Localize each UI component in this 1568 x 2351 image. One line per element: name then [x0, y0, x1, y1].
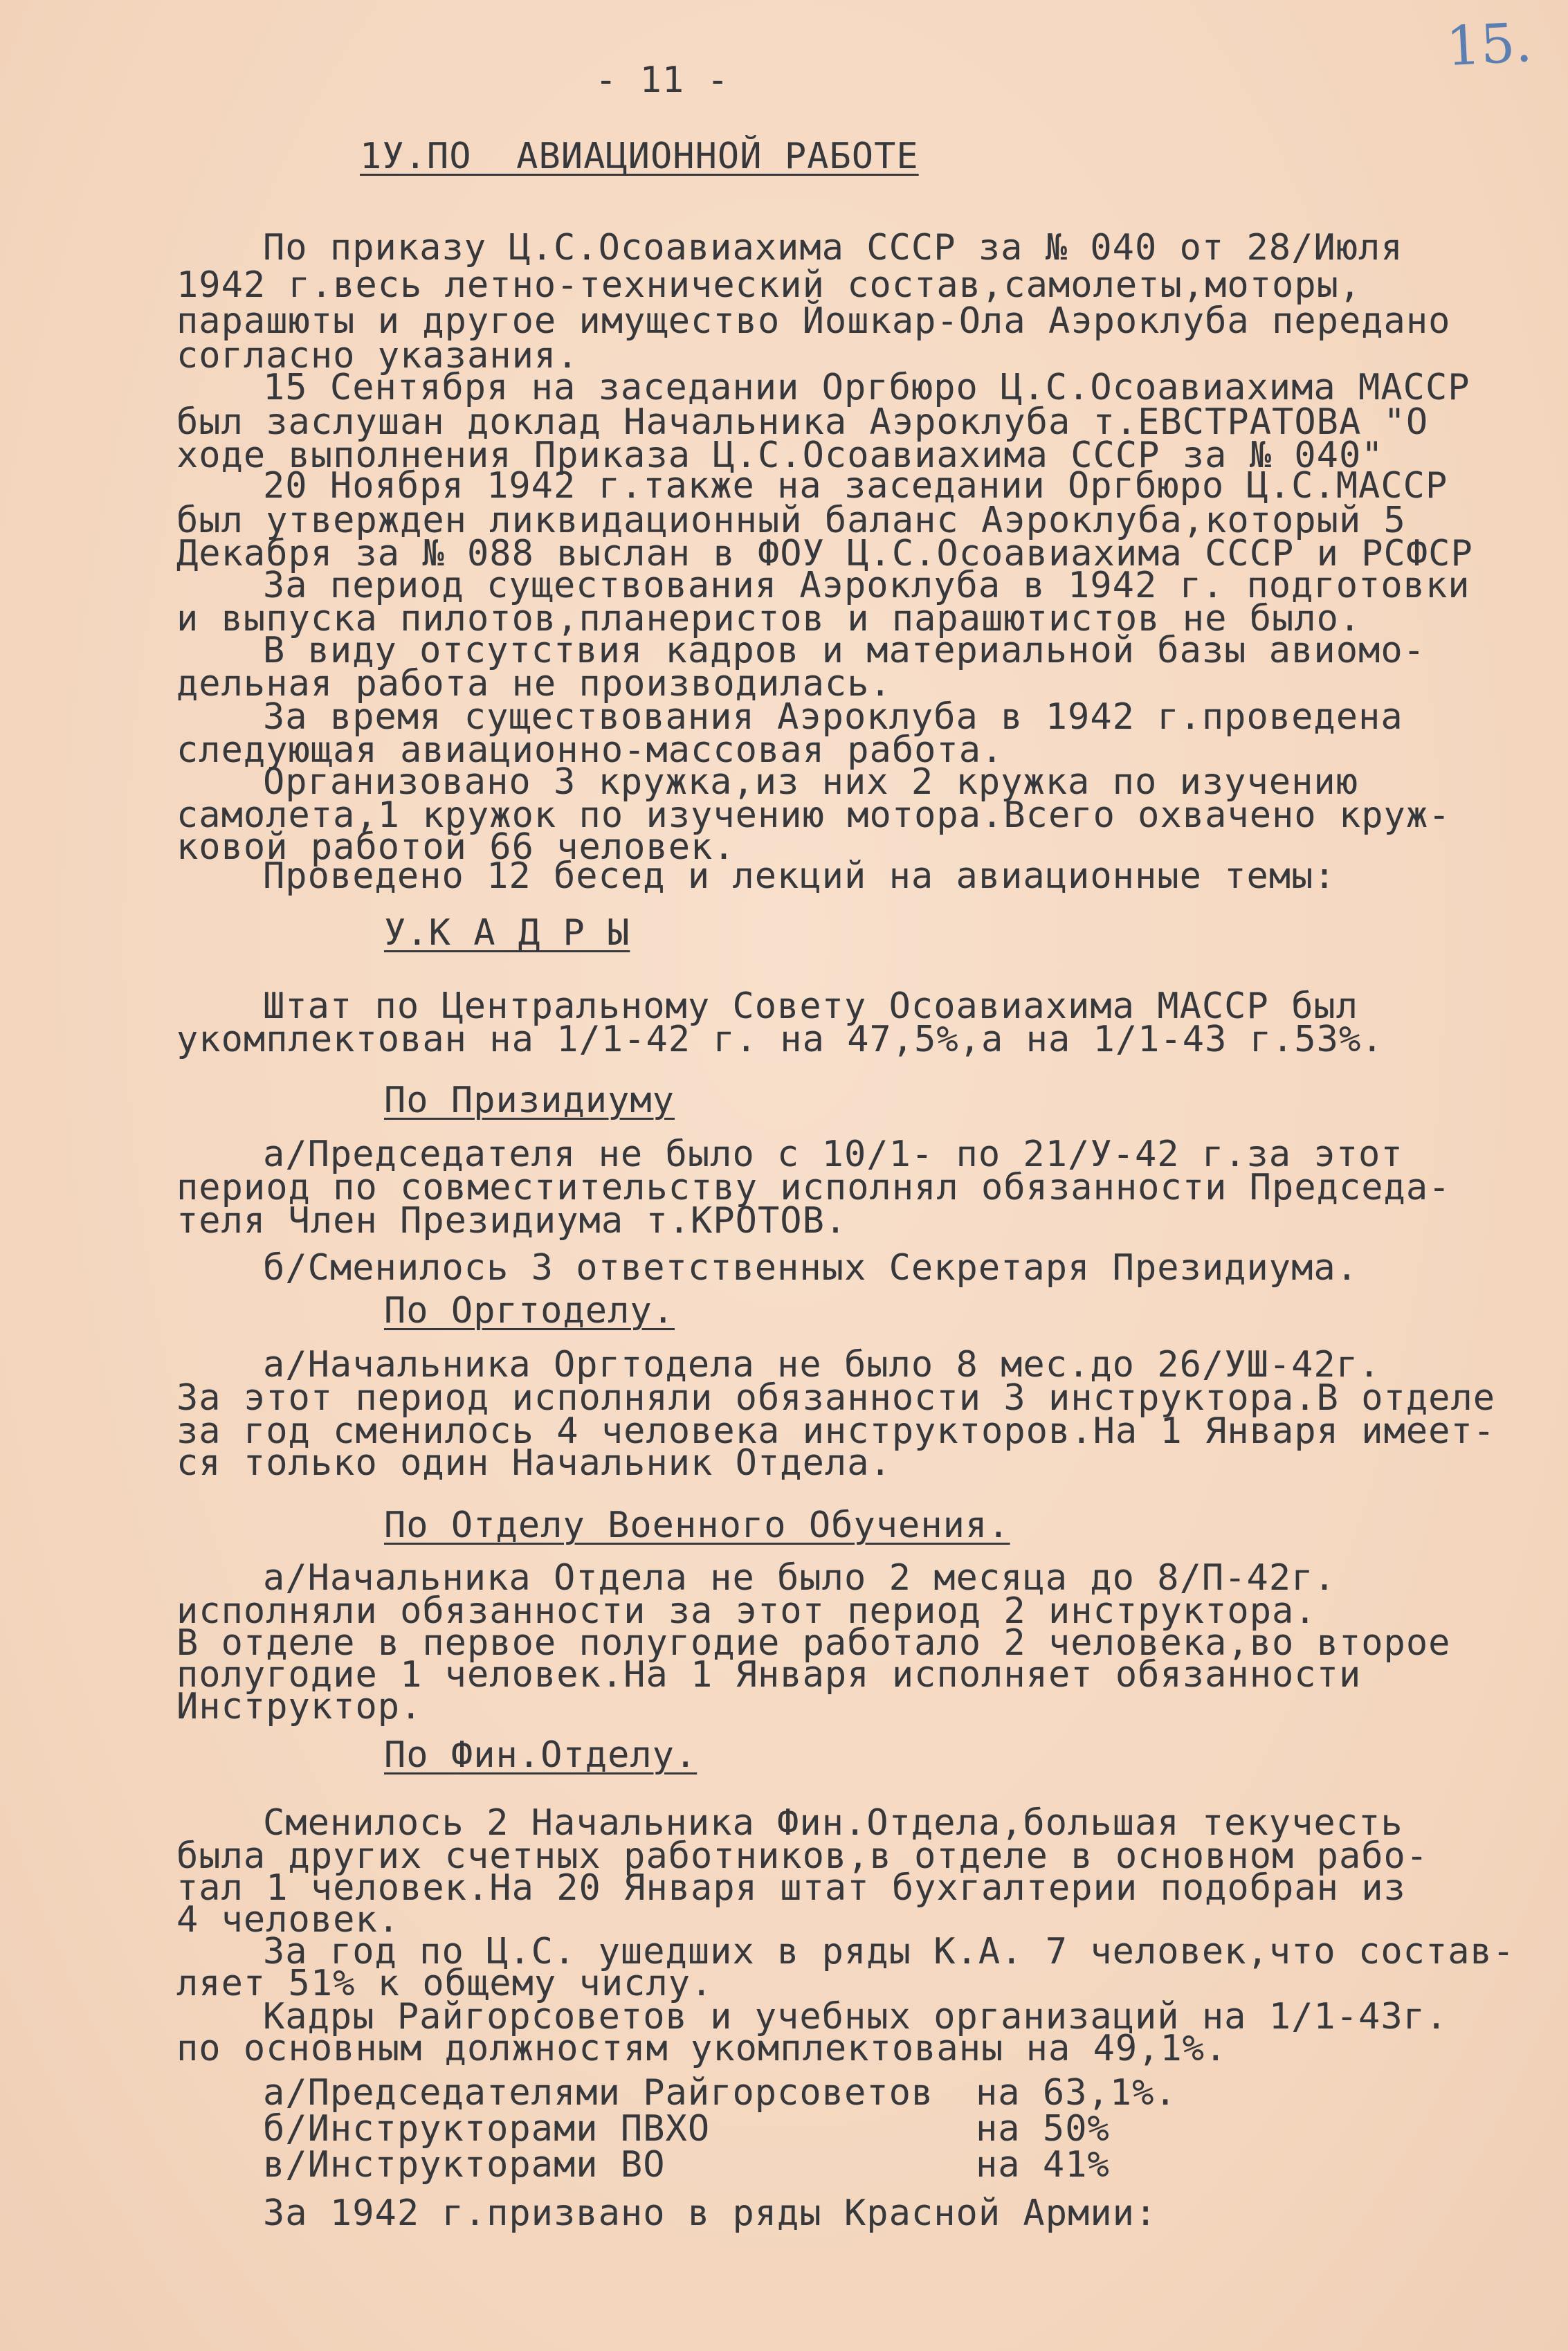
- text-line: тал 1 человек.На 20 Января штат бухгалтерии подобран из: [176, 1867, 1406, 1909]
- staffing-label: б/Инструкторами ПВХО: [263, 2108, 711, 2150]
- archive-page-number: 15.: [1444, 11, 1534, 79]
- text-line: был заслушан доклад Начальника Аэроклуба т.ЕВСТРАТОВА "О: [176, 401, 1429, 443]
- text-line: Кадры Райгорсоветов и учебных организаций на 1/1-43г.: [263, 1996, 1448, 2037]
- text-line: В виду отсутствия кадров и материальной базы авиомо-: [263, 630, 1425, 671]
- text-line: парашюты и другое имущество Йошкар-Ола Аэроклуба передано: [176, 300, 1451, 342]
- text-line: и выпуска пилотов,планеристов и парашютистов не было.: [176, 598, 1362, 639]
- text-line: согласно указания.: [176, 335, 579, 376]
- staffing-value: на 50%: [976, 2108, 1110, 2150]
- text-line: а/Начальника Отдела не было 2 месяца до 8/П-42г.: [263, 1557, 1336, 1599]
- text-line: За этот период исполняли обязанности 3 инструктора.В отделе: [176, 1377, 1496, 1419]
- text-line: 1942 г.весь летно-технический состав,самолеты,моторы,: [176, 264, 1362, 306]
- text-line: ковой работой 66 человек.: [176, 826, 736, 868]
- text-line: За период существования Аэроклуба в 1942 г. подготовки: [263, 565, 1470, 606]
- section-heading-aviation: 1У.ПО АВИАЦИОННОЙ РАБОТЕ: [360, 136, 919, 177]
- text-line: по основным должностям укомплектованы на 49,1%.: [176, 2028, 1228, 2069]
- text-line: По приказу Ц.С.Осоавиахима СССР за № 040 от 28/Июля: [263, 227, 1403, 269]
- text-line: ходе выполнения Приказа Ц.С.Осоавиахима СССР за № 040": [176, 435, 1384, 476]
- text-line: Декабря за № 088 выслан в ФОУ Ц.С.Осоавиахима СССР и РСФСР: [176, 533, 1473, 574]
- text-line: 15 Сентября на заседании Оргбюро Ц.С.Осоавиахима МАССР: [263, 367, 1470, 408]
- subheading-fin: По Фин.Отделу.: [384, 1734, 698, 1776]
- text-line: дельная работа не производилась.: [176, 663, 892, 705]
- text-line: 4 человек.: [176, 1899, 401, 1941]
- text-line: За год по Ц.С. ушедших в ряды К.А. 7 человек,что состав-: [263, 1931, 1515, 1972]
- text-line: за год сменилось 4 человека инструкторов.На 1 Января имеет-: [176, 1410, 1496, 1452]
- text-line: исполняли обязанности за этот период 2 инструктора.: [176, 1590, 1317, 1632]
- text-line: теля Член Президиума т.КРОТОВ.: [176, 1200, 848, 1242]
- text-line: б/Сменилось 3 ответственных Секретаря Президиума.: [263, 1247, 1359, 1289]
- text-line: полугодие 1 человек.На 1 Января исполняет обязанности: [176, 1654, 1362, 1696]
- text-line: а/Начальника Оргтодела не было 8 мес.до 26/УШ-42г.: [263, 1344, 1381, 1386]
- text-line: а/Председателя не было с 10/1- по 21/У-42 г.за этот: [263, 1134, 1403, 1175]
- text-line: была других счетных работников,в отделе в основном рабо-: [176, 1835, 1429, 1877]
- text-line: За 1942 г.призвано в ряды Красной Армии:: [263, 2193, 1158, 2234]
- text-line: самолета,1 кружок по изучению мотора.Всего охвачено круж-: [176, 795, 1451, 836]
- subheading-org: По Оргтоделу.: [384, 1290, 675, 1332]
- staffing-value: на 41%: [976, 2144, 1110, 2186]
- subheading-military: По Отделу Военного Обучения.: [384, 1505, 1010, 1546]
- page-number: - 11 -: [595, 60, 729, 101]
- text-line: укомплектован на 1/1-42 г. на 47,5%,а на 1/1-43 г.53%.: [176, 1019, 1384, 1060]
- text-line: За время существования Аэроклуба в 1942 г.проведена: [263, 696, 1403, 738]
- text-line: период по совместительству исполнял обязанности Председа-: [176, 1167, 1451, 1208]
- text-line: Инструктор.: [176, 1686, 423, 1727]
- staffing-label: а/Председателями Райгорсоветов: [263, 2072, 934, 2114]
- staffing-label: в/Инструкторами ВО: [263, 2144, 666, 2186]
- text-line: ляет 51% к общему числу.: [176, 1963, 713, 2004]
- text-line: Сменилось 2 Начальника Фин.Отдела,большая текучесть: [263, 1802, 1403, 1844]
- text-line: был утвержден ликвидационный баланс Аэроклуба,который 5: [176, 500, 1406, 541]
- text-line: Проведено 12 бесед и лекций на авиационные темы:: [263, 855, 1336, 897]
- text-line: 20 Ноября 1942 г.также на заседании Оргбюро Ц.С.МАССР: [263, 465, 1448, 507]
- subheading-presidium: По Призидиуму: [384, 1080, 675, 1121]
- text-line: ся только один Начальник Отдела.: [176, 1442, 892, 1484]
- text-line: В отделе в первое полугодие работало 2 человека,во второе: [176, 1622, 1451, 1664]
- section-heading-cadres: У.К А Д Р Ы: [384, 912, 630, 954]
- text-line: следующая авиационно-массовая работа.: [176, 729, 1004, 771]
- text-line: Штат по Центральному Совету Осоавиахима МАССР был: [263, 986, 1359, 1027]
- text-line: Организовано 3 кружка,из них 2 кружка по изучению: [263, 761, 1359, 803]
- staffing-value: на 63,1%.: [976, 2072, 1177, 2114]
